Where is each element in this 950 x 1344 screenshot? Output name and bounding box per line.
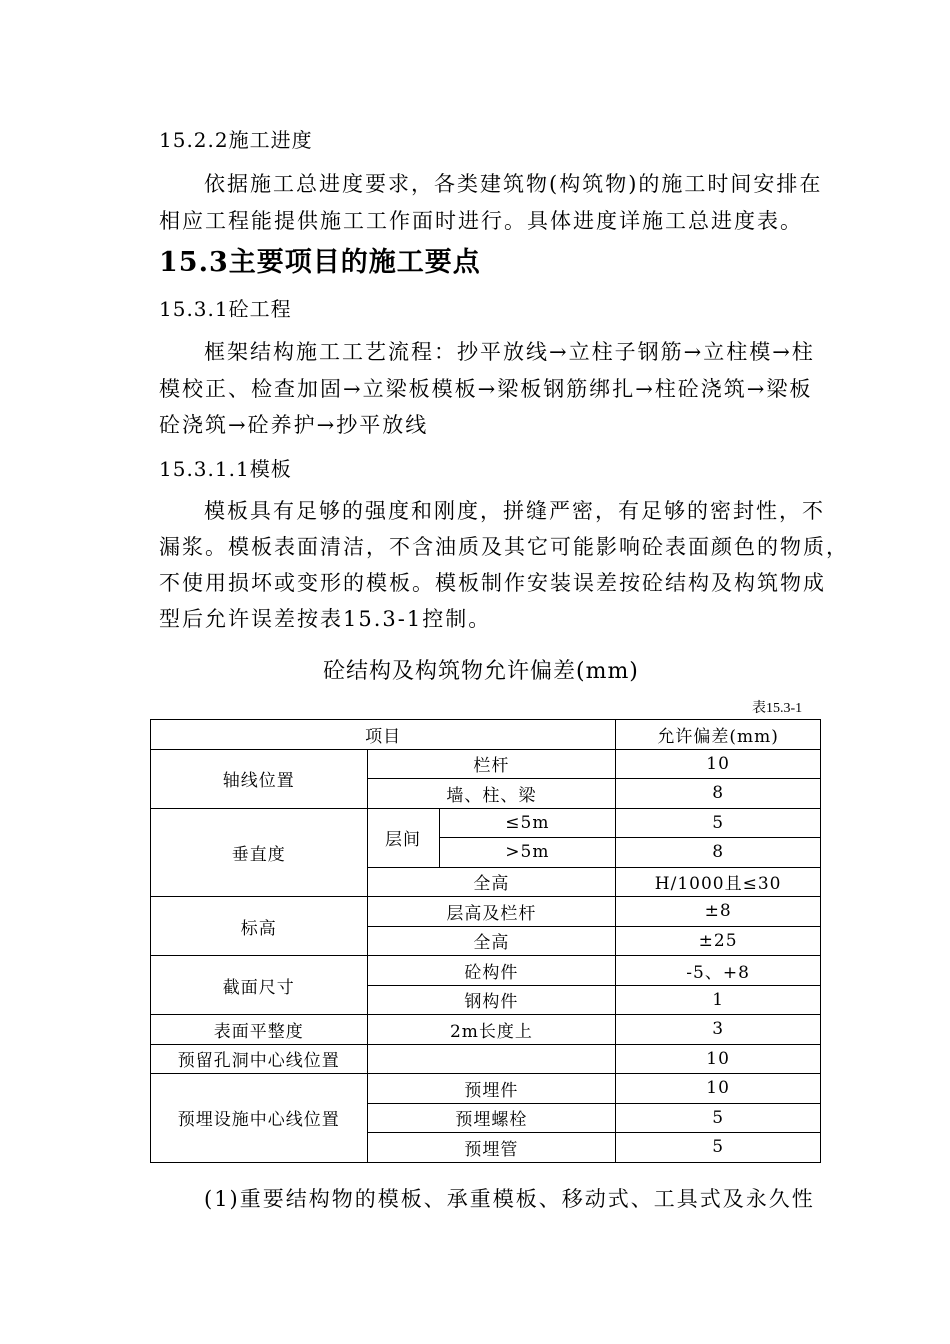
cell-value: 10 xyxy=(616,749,821,779)
tolerance-table xyxy=(150,719,821,1163)
cell-item: 墙、柱、梁 xyxy=(367,779,616,809)
header-tolerance: 允许偏差(mm) xyxy=(616,720,821,750)
paragraph-flow-line-2: 模校正、检查加固→立梁板模板→梁板钢筋绑扎→柱砼浇筑→梁板 xyxy=(159,377,813,401)
cell-item: 层高及栏杆 xyxy=(367,897,616,927)
header-item: 项目 xyxy=(151,720,616,750)
cell-value: 5 xyxy=(616,808,821,838)
paragraph-schedule-line-1: 依据施工总进度要求，各类建筑物(构筑物)的施工时间安排在 xyxy=(204,172,823,196)
cell-value: 5 xyxy=(616,1103,821,1133)
paragraph-formwork-line-4: 型后允许误差按表15.3-1控制。 xyxy=(159,607,492,631)
row-label-section-size: 截面尺寸 xyxy=(151,956,368,1015)
table-row xyxy=(151,897,821,927)
cell-value: 10 xyxy=(616,1044,821,1074)
cell-item: 钢构件 xyxy=(367,985,616,1015)
cell-value: H/1000且≤30 xyxy=(616,867,821,897)
row-label-hole: 预留孔洞中心线位置 xyxy=(151,1044,368,1074)
cell-item: 全高 xyxy=(367,926,616,956)
cell-value: 10 xyxy=(616,1074,821,1104)
table-row xyxy=(151,749,821,779)
row-label-vertical: 垂直度 xyxy=(151,808,368,897)
cell-item: 全高 xyxy=(367,867,616,897)
heading-15-3-1-1: 15.3.1.1模板 xyxy=(159,457,292,481)
table-number: 表15.3-1 xyxy=(752,701,803,716)
table-header-row xyxy=(151,720,821,750)
paragraph-formwork-line-3: 不使用损坏或变形的模板。模板制作安装误差按砼结构及构筑物成 xyxy=(159,571,826,595)
cell-value: 3 xyxy=(616,1015,821,1045)
table-row xyxy=(151,1044,821,1074)
paragraph-flow-line-3: 砼浇筑→砼养护→抄平放线 xyxy=(159,413,429,437)
heading-15-2-2: 15.2.2施工进度 xyxy=(159,128,313,152)
cell-item: 预埋管 xyxy=(367,1133,616,1163)
cell-item: 预埋件 xyxy=(367,1074,616,1104)
paragraph-schedule-line-2: 相应工程能提供施工工作面时进行。具体进度详施工总进度表。 xyxy=(159,209,803,233)
cell-item: 预埋螺栓 xyxy=(367,1103,616,1133)
row-label-embedded: 预埋设施中心线位置 xyxy=(151,1074,368,1163)
cell-value: ±8 xyxy=(616,897,821,927)
cell-value: 5 xyxy=(616,1133,821,1163)
cell-value: 8 xyxy=(616,838,821,868)
cell-item: >5m xyxy=(439,838,616,868)
table-row xyxy=(151,808,821,838)
table-row xyxy=(151,1074,821,1104)
table-row xyxy=(151,1015,821,1045)
table-row xyxy=(151,956,821,986)
cell-value: 1 xyxy=(616,985,821,1015)
paragraph-flow-line-1: 框架结构施工工艺流程：抄平放线→立柱子钢筋→立柱模→柱 xyxy=(204,340,815,364)
paragraph-formwork-line-1: 模板具有足够的强度和刚度，拼缝严密，有足够的密封性，不 xyxy=(204,499,825,523)
heading-15-3: 15.3主要项目的施工要点 xyxy=(159,247,481,278)
cell-item xyxy=(367,1044,616,1074)
cell-item: 砼构件 xyxy=(367,956,616,986)
row-label-elevation: 标高 xyxy=(151,897,368,956)
paragraph-last-line: (1)重要结构物的模板、承重模板、移动式、工具式及永久性 xyxy=(204,1187,815,1211)
cell-item: 2m长度上 xyxy=(367,1015,616,1045)
cell-sub-label: 层间 xyxy=(367,808,439,867)
cell-value: ±25 xyxy=(616,926,821,956)
cell-value: -5、+8 xyxy=(616,956,821,986)
row-label-axis: 轴线位置 xyxy=(151,749,368,808)
cell-item: ≤5m xyxy=(439,808,616,838)
table-caption: 砼结构及构筑物允许偏差(mm) xyxy=(323,659,639,684)
paragraph-formwork-line-2: 漏浆。模板表面清洁，不含油质及其它可能影响砼表面颜色的物质， xyxy=(159,535,849,559)
row-label-flatness: 表面平整度 xyxy=(151,1015,368,1045)
heading-15-3-1: 15.3.1砼工程 xyxy=(159,297,292,321)
cell-value: 8 xyxy=(616,779,821,809)
cell-item: 栏杆 xyxy=(367,749,616,779)
